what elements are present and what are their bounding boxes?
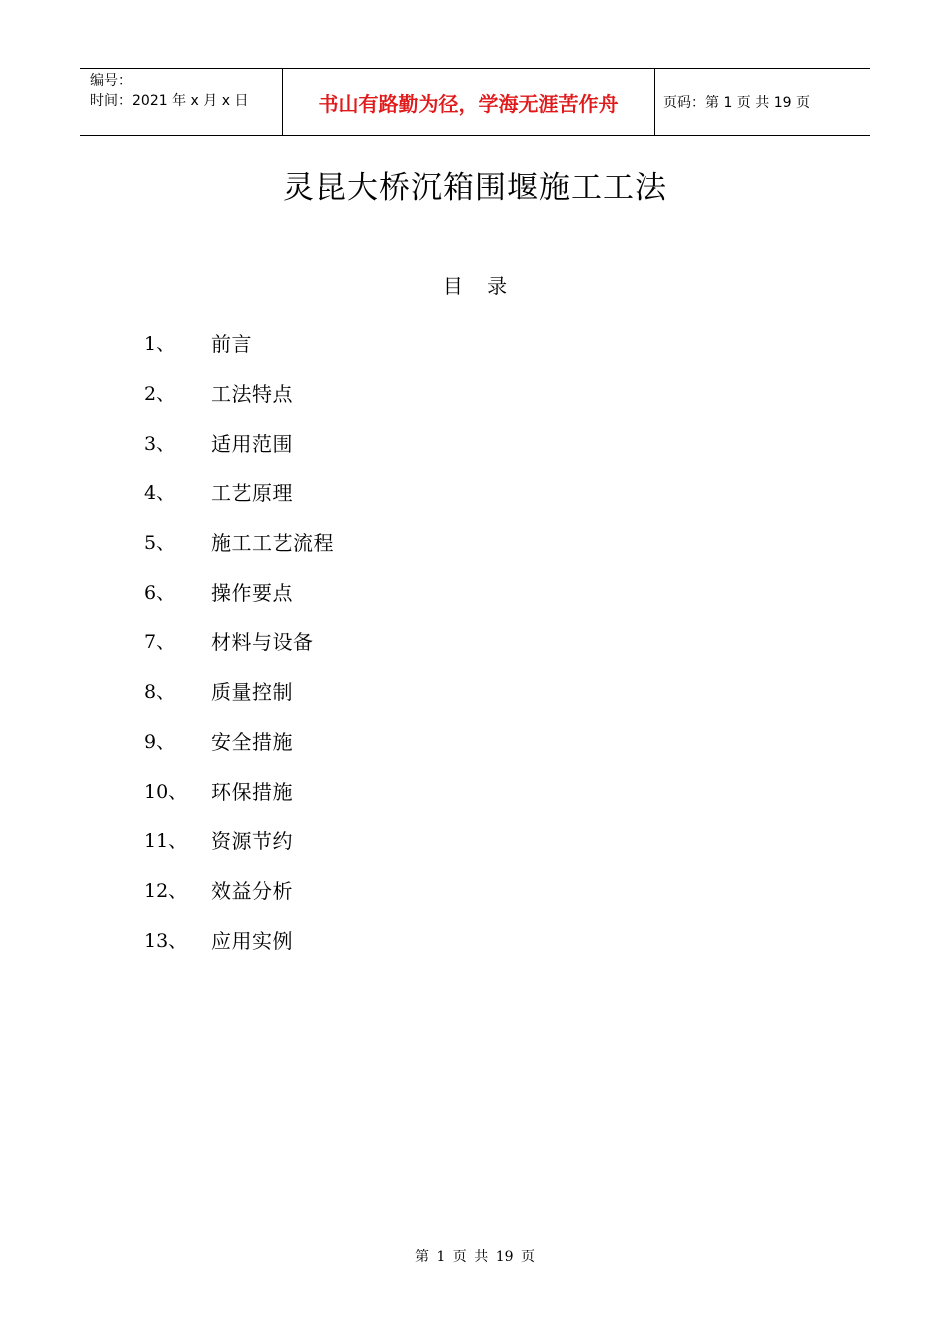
toc-item-number: 13、 [144, 929, 188, 952]
toc-item-number: 2、 [144, 383, 176, 406]
toc-item-label: 安全措施 [211, 729, 293, 754]
toc-item-label: 质量控制 [211, 680, 293, 705]
toc-item [144, 765, 334, 815]
toc-item [144, 865, 334, 915]
toc-item-number: 5、 [144, 532, 176, 555]
toc-heading: 目 录 [442, 274, 508, 298]
toc-item-number: 4、 [144, 482, 176, 505]
page-footer: 第 1 页 共 19 页 [415, 1249, 535, 1265]
toc-item-label: 材料与设备 [211, 630, 314, 655]
number-label: 编号： [90, 73, 132, 89]
toc-item-label: 适用范围 [211, 431, 293, 456]
toc-item-number: 7、 [144, 631, 176, 654]
toc-item-number: 3、 [144, 432, 176, 455]
toc-item [144, 616, 334, 666]
header-page-cell [655, 69, 870, 135]
document-title: 灵昆大桥沉箱围堰施工工法 [283, 170, 667, 206]
motto-text: 书山有路勤为径，学海无涯苦作舟 [318, 91, 619, 116]
toc-item [144, 467, 334, 517]
toc-item-number: 11、 [144, 830, 188, 853]
toc-item-number: 9、 [144, 730, 176, 753]
header-meta-cell [80, 69, 282, 135]
header-table [80, 68, 870, 136]
toc-item-label: 前言 [211, 332, 252, 357]
toc-item-label: 效益分析 [211, 878, 293, 903]
toc-item-number: 1、 [144, 333, 176, 356]
toc-item-number: 6、 [144, 581, 176, 604]
toc-item-number: 8、 [144, 681, 176, 704]
toc-item [144, 716, 334, 766]
toc-item-number: 10、 [144, 780, 188, 803]
toc-item-label: 资源节约 [211, 829, 293, 854]
toc-item [144, 815, 334, 865]
toc-item [144, 566, 334, 616]
toc-item-label: 操作要点 [211, 580, 293, 605]
toc-item-label: 施工工艺流程 [211, 531, 334, 556]
toc-item [144, 666, 334, 716]
time-label: 时间：2021 年 x 月 x 日 [90, 93, 249, 109]
page-info: 页码：第 1 页 共 19 页 [663, 95, 810, 111]
toc-item [144, 318, 334, 368]
header-motto-cell [282, 69, 655, 135]
toc-item [144, 417, 334, 467]
toc-item-label: 工法特点 [211, 382, 293, 407]
toc-item [144, 368, 334, 418]
toc-item [144, 914, 334, 964]
toc-item-label: 工艺原理 [211, 481, 293, 506]
toc-item-label: 环保措施 [211, 779, 293, 804]
table-of-contents [144, 318, 334, 964]
toc-item-label: 应用实例 [211, 928, 293, 953]
toc-item [144, 517, 334, 567]
toc-item-number: 12、 [144, 879, 188, 902]
